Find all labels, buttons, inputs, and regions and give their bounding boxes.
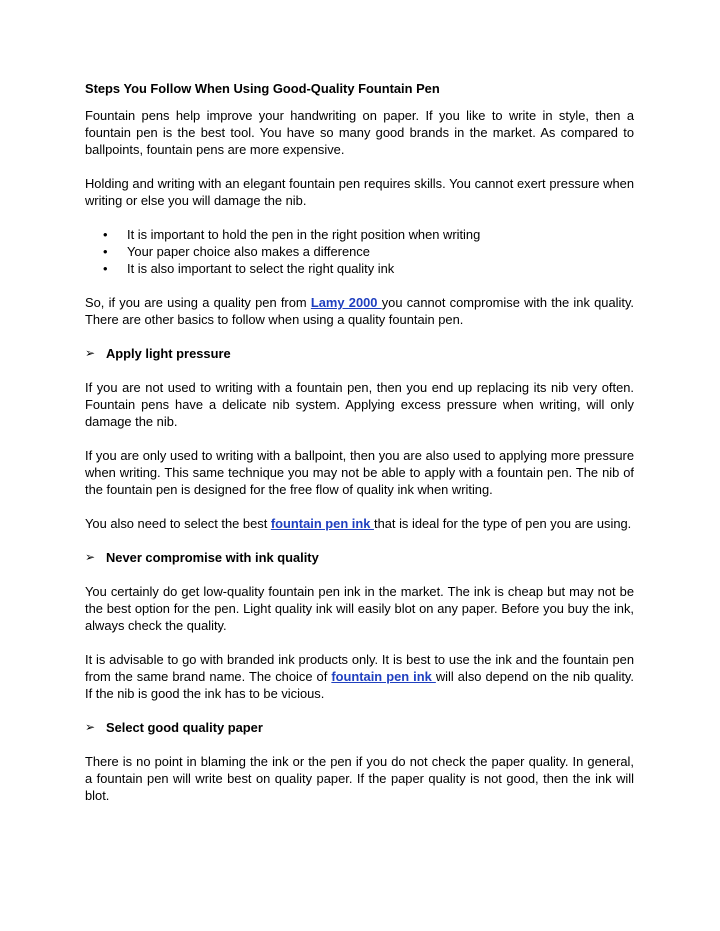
list-item-text: Your paper choice also makes a difference bbox=[127, 244, 370, 259]
fountain-pen-ink-link[interactable]: fountain pen ink bbox=[270, 516, 374, 531]
section-heading-ink-quality bbox=[85, 549, 634, 566]
arrow-bullet-icon: ➢ bbox=[85, 720, 96, 734]
section2-paragraph-2 bbox=[85, 651, 634, 702]
section1-paragraph-1: If you are not used to writing with a fountain pen, then you end up replacing its nib very often. Fountain pens have a delicate nib system. Applying excess pressure when writing, will only damage the nib. bbox=[85, 380, 634, 429]
section1-p3-after: that is ideal for the type of pen you are using. bbox=[373, 516, 632, 531]
list-item-text: It is also important to select the right quality ink bbox=[127, 261, 395, 276]
list-item bbox=[85, 260, 634, 277]
bullet-icon: • bbox=[103, 227, 108, 242]
list-item-text: It is important to hold the pen in the right position when writing bbox=[127, 227, 481, 242]
tips-bullet-list bbox=[85, 226, 634, 277]
section1-p3-before: You also need to select the best bbox=[85, 516, 271, 531]
arrow-bullet-icon: ➢ bbox=[85, 550, 96, 564]
lamy-text-before: So, if you are using a quality pen from bbox=[85, 295, 311, 310]
section1-paragraph-2: If you are only used to writing with a ballpoint, then you are also used to applying more pressure when writing. This same technique you may not be able to apply with a fountain pen. The nib of the fountain pen is designed for the free flow of quality ink when writing. bbox=[85, 448, 634, 497]
section-heading-text: Select good quality paper bbox=[106, 720, 263, 735]
list-item bbox=[85, 226, 634, 243]
intro-paragraph-1: Fountain pens help improve your handwriting on paper. If you like to write in style, then a fountain pen is the best tool. You have so many good brands in the market. As compared to ballpoints, fountain pens are more expensive. bbox=[85, 108, 634, 157]
section2-p2-after: will also depend on the nib quality. If the nib is good the ink has to be vicious. bbox=[85, 669, 634, 701]
section1-paragraph-3 bbox=[85, 515, 634, 532]
section2-p2-before: It is advisable to go with branded ink products only. It is best to use the ink and the fountain pen from the same brand name. The choice of bbox=[85, 652, 634, 684]
section-heading-text: Apply light pressure bbox=[106, 346, 231, 361]
arrow-bullet-icon: ➢ bbox=[85, 346, 96, 360]
lamy-text-after: you cannot compromise with the ink quality. There are other basics to follow when using a quality fountain pen. bbox=[85, 295, 635, 327]
list-item bbox=[85, 243, 634, 260]
bullet-icon: • bbox=[103, 244, 108, 259]
section-heading-quality-paper bbox=[85, 719, 634, 736]
lamy-2000-link[interactable]: Lamy 2000 bbox=[310, 295, 382, 310]
section3-paragraph-1: There is no point in blaming the ink or the pen if you do not check the paper quality. In general, a fountain pen will write best on quality paper. If the paper quality is not good, then the ink will blot. bbox=[85, 754, 634, 803]
section2-paragraph-1: You certainly do get low-quality fountain pen ink in the market. The ink is cheap but may not be the best option for the pen. Light quality ink will easily blot on any paper. Before you buy the ink, always check the quality. bbox=[85, 584, 634, 633]
fountain-pen-ink-link-2[interactable]: fountain pen ink bbox=[331, 669, 436, 684]
section-heading-light-pressure bbox=[85, 345, 634, 362]
lamy-paragraph bbox=[85, 294, 634, 328]
bullet-icon: • bbox=[103, 261, 108, 276]
section-heading-text: Never compromise with ink quality bbox=[106, 550, 319, 565]
intro-paragraph-2: Holding and writing with an elegant fountain pen requires skills. You cannot exert pressure when writing or else you will damage the nib. bbox=[85, 176, 634, 208]
document-title: Steps You Follow When Using Good-Quality Fountain Pen bbox=[85, 81, 440, 96]
document-page bbox=[85, 80, 634, 821]
